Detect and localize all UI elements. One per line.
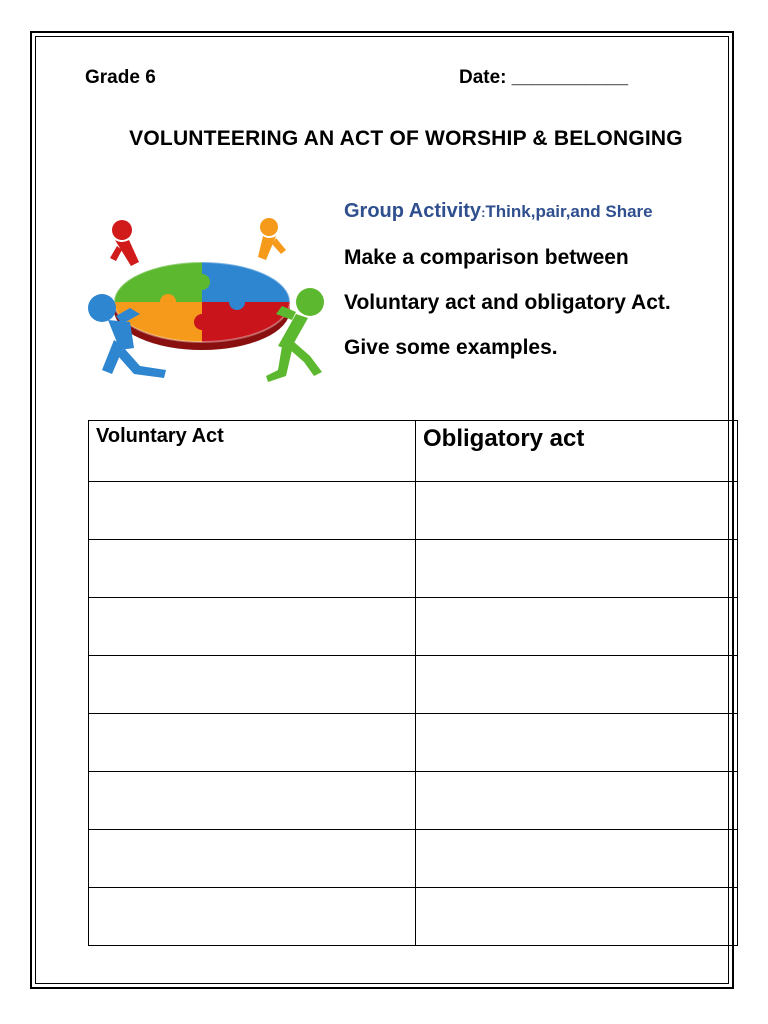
obligatory-cell[interactable] [416,540,738,598]
table-row [89,656,738,714]
voluntary-cell[interactable] [89,772,416,830]
obligatory-cell[interactable] [416,714,738,772]
table-row [89,540,738,598]
instruction-line: Make a comparison between [344,246,629,269]
instruction-line: Give some examples. [344,336,558,359]
group-activity-heading [344,200,653,223]
voluntary-cell[interactable] [89,540,416,598]
column-header-voluntary: Voluntary Act [89,421,416,482]
obligatory-cell[interactable] [416,482,738,540]
group-activity-separator: : [481,205,486,220]
obligatory-cell[interactable] [416,888,738,946]
comparison-table [88,420,738,946]
voluntary-cell[interactable] [89,656,416,714]
table-row [89,888,738,946]
grade-label: Grade 6 [85,67,156,88]
voluntary-cell[interactable] [89,830,416,888]
group-activity-subheading: Think,pair,and Share [485,202,653,221]
voluntary-cell[interactable] [89,714,416,772]
table-row [89,714,738,772]
group-activity-label: Group Activity [344,200,482,222]
column-header-obligatory: Obligatory act [416,421,738,482]
obligatory-cell[interactable] [416,830,738,888]
voluntary-cell[interactable] [89,888,416,946]
date-field: Date: ___________ [459,67,629,88]
table-row [89,772,738,830]
voluntary-cell[interactable] [89,598,416,656]
table-row [89,598,738,656]
people-holding-puzzle-icon [82,210,334,388]
worksheet-title: VOLUNTEERING AN ACT OF WORSHIP & BELONGING [129,127,683,150]
table-row [89,830,738,888]
table-header-row [89,421,738,482]
voluntary-cell[interactable] [89,482,416,540]
obligatory-cell[interactable] [416,772,738,830]
instruction-line: Voluntary act and obligatory Act. [344,291,671,314]
table-row [89,482,738,540]
obligatory-cell[interactable] [416,598,738,656]
obligatory-cell[interactable] [416,656,738,714]
